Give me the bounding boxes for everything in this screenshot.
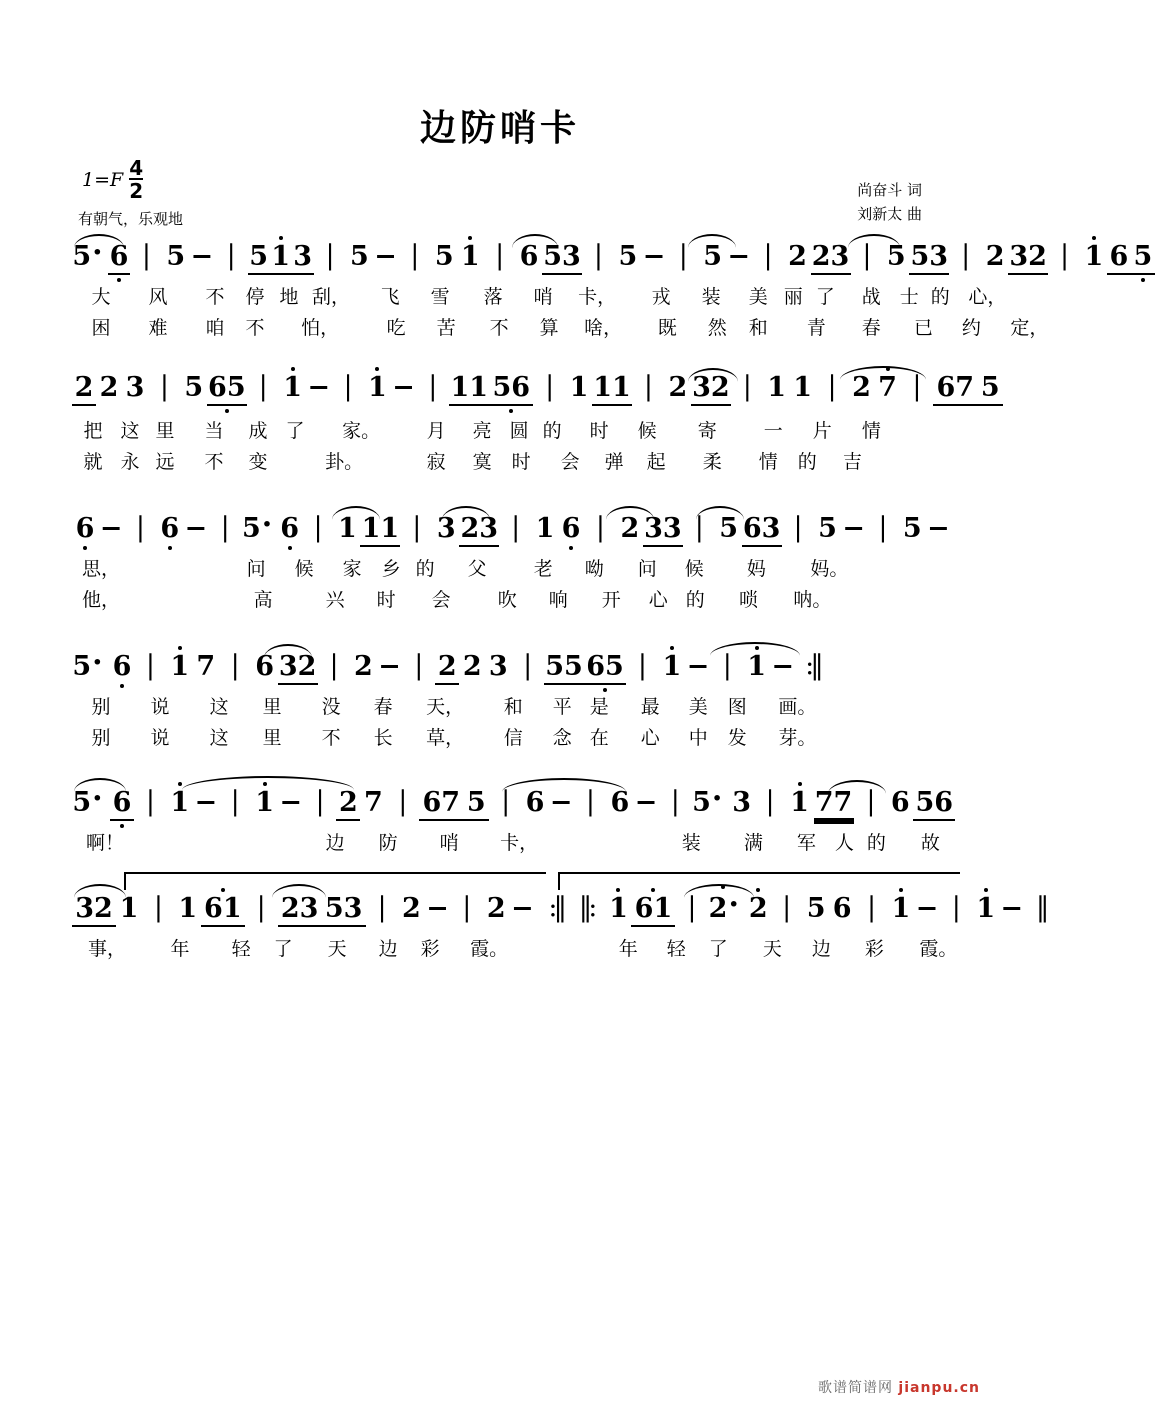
notation-row-3: 6 − | 6 − | 5 · 6 | 1 11 | 3 23 | 1 6 | 2 33 | 5 63 | 5 − | 5 − xyxy=(72,510,928,554)
music-system-5 xyxy=(72,784,954,859)
first-ending-bracket xyxy=(124,872,546,890)
lyrics-row-2a: 把 这 里 当 成 了 家。 月 亮 圆 的 时 候 寄 一 片 情 xyxy=(83,420,881,442)
lyrics-row-4b: 别 说 这 里 不 长 草， 信 念 在 心 中 发 芽。 xyxy=(91,727,817,749)
credits xyxy=(857,178,922,226)
watermark xyxy=(818,1377,980,1397)
notation-row-5: 5 · 6 | 1 − | 1 − | 2 7 | 67 5 | 6 − | 6 − | 5 · 3 | 1 77 | 6 56 xyxy=(72,784,928,828)
lyrics-row-2b: 就 永 远 不 变 卦。 寂 寞 时 会 弹 起 柔 情 的 吉 xyxy=(83,451,862,473)
notation-row-4: 5 · 6 | 1 7 | 6 32 | 2 − | 2 2 3 | 55 65 | 1 − | 1 − :‖ xyxy=(72,648,928,692)
composer-credit: 刘新太 曲 xyxy=(857,205,922,223)
music-system-4 xyxy=(72,648,928,754)
lyrics-row-1b: 困 难 咱 不 怕， 吃 苦 不 算 啥， 既 然 和 青 春 已 约 定， xyxy=(91,317,1049,339)
music-system-2 xyxy=(72,371,1000,478)
page-title: 边防哨卡 xyxy=(419,108,580,149)
time-signature xyxy=(129,158,143,201)
lyrics-row-6a: 事， 年 轻 了 天 边 彩 霞。 年 轻 了 天 边 彩 霞。 xyxy=(87,938,958,960)
music-system-6 xyxy=(72,878,1047,965)
lyrics-row-5a: 啊！ 边 防 哨 卡， 装 满 军 人 的 故 xyxy=(85,832,940,854)
watermark-label: 歌谱简谱网 xyxy=(817,1380,893,1396)
notation-row-1: 5 · 6 | 5 − | 5 1 3 | 5 − | 5 1 | 6 53 | 5 − | 5 − | 2 23 | 5 53 | 2 32 | 1 6 5 xyxy=(72,238,928,282)
lyricist-credit: 尚奋斗 词 xyxy=(857,181,922,199)
key-signature-text: 1=F xyxy=(82,168,124,191)
notation-row-6: 32 1 | 1 61 | 23 53 | 2 − | 2 − :‖ ‖: 1 61 | 2 · 2 | 5 6 | 1 − | 1 − ‖ xyxy=(72,890,928,934)
tempo-mood-marking: 有朝气，乐观地 xyxy=(78,210,184,228)
lyrics-row-1a: 大 风 不 停 地 刮， 飞 雪 落 哨 卡， 戎 装 美 丽 了 战 士 的 心， xyxy=(91,286,1007,308)
time-signature-numerator: 4 xyxy=(129,156,144,180)
lyrics-row-3b: 他， 高 兴 时 会 吹 响 开 心 的 唢 呐。 xyxy=(81,589,832,611)
lyrics-row-3a: 思， 问 候 家 乡 的 父 老 呦 问 候 妈 妈。 xyxy=(81,558,849,580)
music-system-3 xyxy=(72,510,950,616)
notation-row-2: 2 2 3 | 5 65 | 1 − | 1 − | 11 56 | 1 11 | 2 32 | 1 1 | 2 7 | 67 5 xyxy=(72,372,928,416)
music-system-1 xyxy=(72,238,1153,344)
lyrics-row-4a: 别 说 这 里 没 春 天， 和 平 是 最 美 图 画。 xyxy=(91,696,817,718)
key-signature xyxy=(82,158,143,201)
time-signature-denominator: 2 xyxy=(129,179,144,203)
watermark-site: jianpu.cn xyxy=(898,1380,980,1396)
